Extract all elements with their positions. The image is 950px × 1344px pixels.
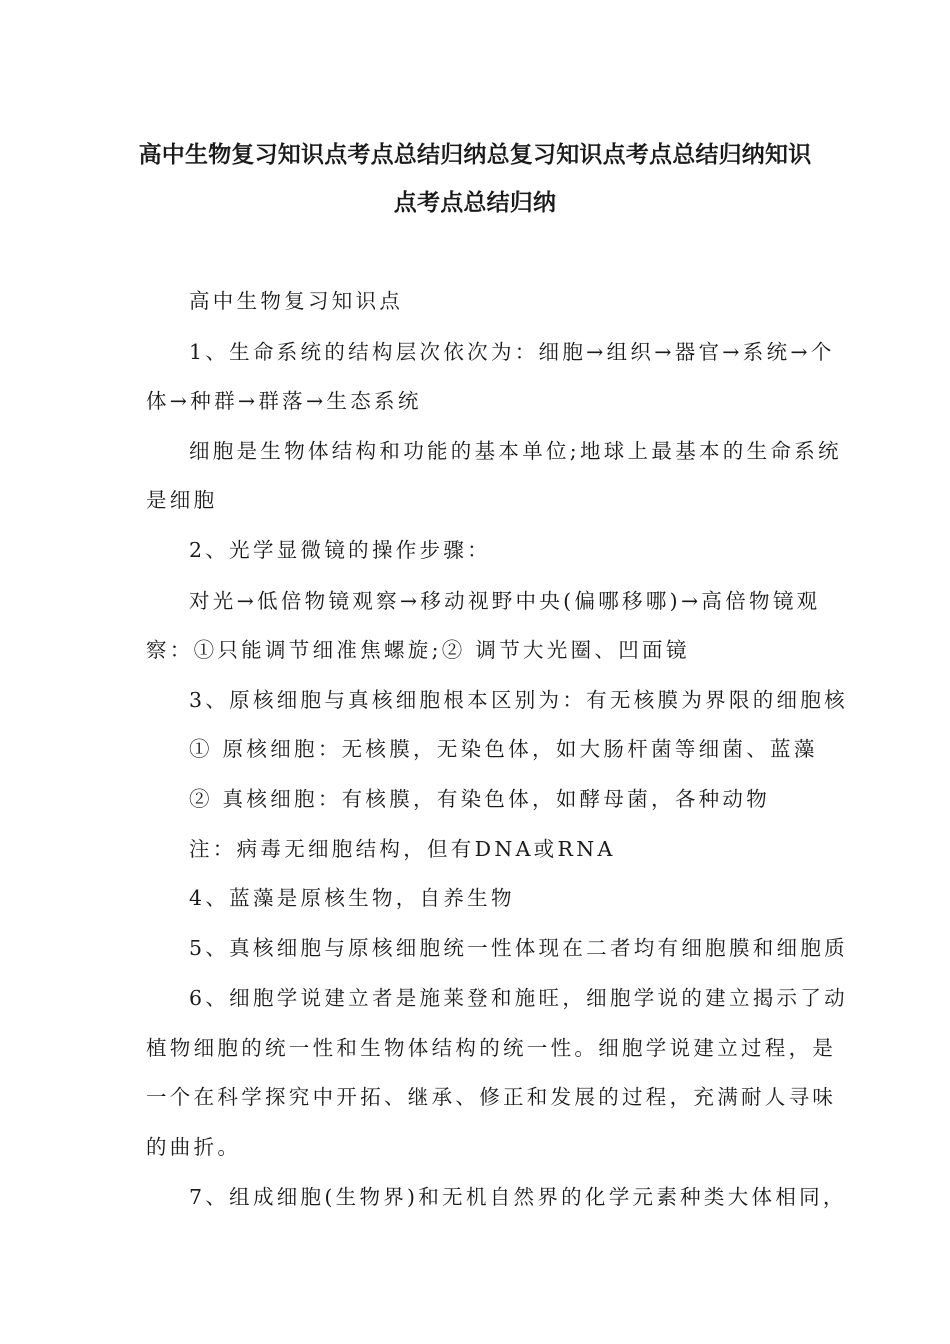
- paragraph-line: 一个在科学探究中开拓、继承、修正和发展的过程，充满耐人寻味: [146, 1085, 837, 1109]
- document-title-line-2: 点考点总结归纳: [393, 190, 557, 216]
- paragraph-line: 2、光学显微镜的操作步骤：: [189, 538, 491, 562]
- paragraph-line: 对光→低倍物镜观察→移动视野中央(偏哪移哪)→高倍物镜观: [189, 589, 821, 613]
- section-heading: 高中生物复习知识点: [189, 289, 404, 313]
- paragraph-line: 体→种群→群落→生态系统: [146, 389, 422, 413]
- paragraph-line: 注：病毒无细胞结构，但有DNA或RNA: [189, 837, 616, 861]
- document-title-line-1: 高中生物复习知识点考点总结归纳总复习知识点考点总结归纳知识: [138, 142, 812, 168]
- paragraph-line: ① 原核细胞：无核膜，无染色体，如大肠杆菌等细菌、蓝藻: [189, 737, 818, 761]
- paragraph-line: ② 真核细胞：有核膜，有染色体，如酵母菌，各种动物: [189, 787, 771, 811]
- paragraph-line: 是细胞: [146, 488, 218, 512]
- paragraph-line: 的曲折。: [146, 1135, 242, 1159]
- paragraph-line: 7、组成细胞(生物界)和无机自然界的化学元素种类大体相同，: [189, 1185, 847, 1209]
- paragraph-line: 植物细胞的统一性和生物体结构的统一性。细胞学说建立过程，是: [146, 1036, 837, 1060]
- paragraph-line: 细胞是生物体结构和功能的基本单位;地球上最基本的生命系统: [189, 439, 842, 463]
- paragraph-line: 6、细胞学说建立者是施莱登和施旺，细胞学说的建立揭示了动: [189, 986, 848, 1010]
- paragraph-line: 4、蓝藻是原核生物，自养生物: [189, 886, 515, 910]
- paragraph-line: 察：①只能调节细准焦螺旋;② 调节大光圈、凹面镜: [146, 638, 690, 662]
- paragraph-line: 3、原核细胞与真核细胞根本区别为：有无核膜为界限的细胞核: [189, 688, 848, 712]
- paragraph-line: 5、真核细胞与原核细胞统一性体现在二者均有细胞膜和细胞质: [189, 936, 848, 960]
- paragraph-line: 1、生命系统的结构层次依次为：细胞→组织→器官→系统→个: [189, 340, 835, 364]
